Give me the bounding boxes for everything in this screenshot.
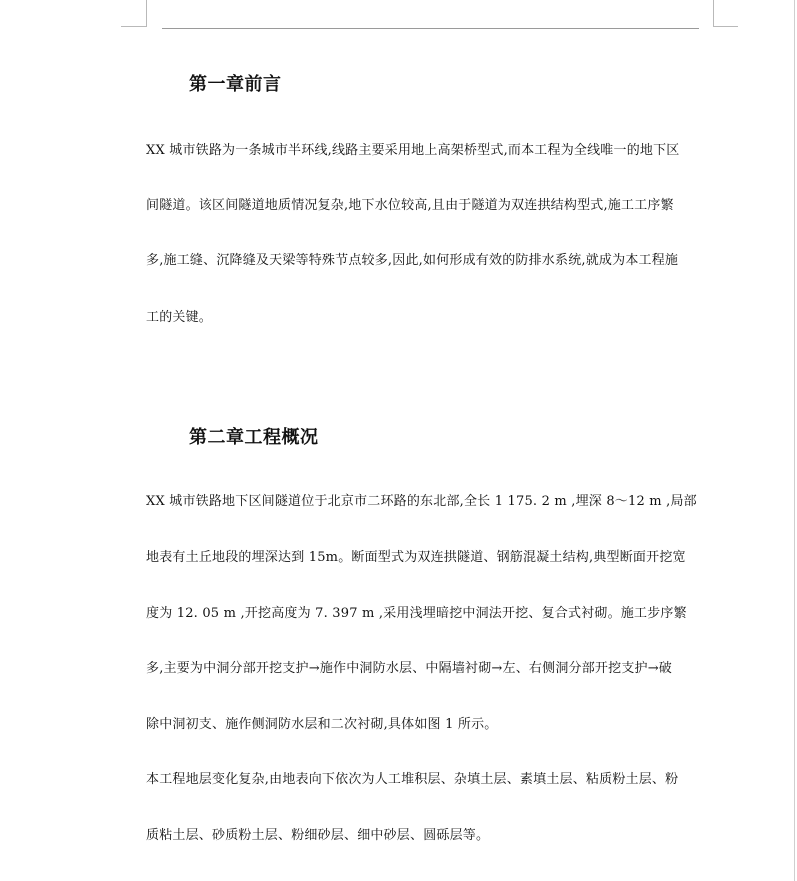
header-rule [162, 28, 699, 29]
chapter-1-line-4: 工的关键。 [146, 310, 213, 325]
chapter-2-line-5: 除中洞初支、施作侧洞防水层和二次衬砌,具体如图 1 所示。 [146, 717, 498, 732]
chapter-2-line-4: 多,主要为中洞分部开挖支护→施作中洞防水层、中隔墙衬砌→左、右侧洞分部开挖支护→破 [146, 661, 673, 676]
chapter-1-line-3: 多,施工缝、沉降缝及天梁等特殊节点较多,因此,如何形成有效的防排水系统,就成为本工程施 [146, 253, 679, 268]
chapter-2-heading: 第二章工程概况 [189, 427, 319, 448]
chapter-2-line-1: XX 城市铁路地下区间隧道位于北京市二环路的东北部,全长 1 175. 2 m ,埋深 8～12 m ,局部 [146, 494, 697, 509]
chapter-2-line-3: 度为 12. 05 m ,开挖高度为 7. 397 m ,采用浅埋暗挖中洞法开挖、复合式衬砌。施工步序繁 [146, 606, 687, 621]
chapter-1-line-1: XX 城市铁路为一条城市半环线,线路主要采用地上高架桥型式,而本工程为全线唯一的地下区 [146, 143, 680, 158]
page-edge [794, 0, 795, 881]
chapter-2-line-2: 地表有土丘地段的埋深达到 15m。断面型式为双连拱隧道、钢筋混凝土结构,典型断面开挖宽 [146, 550, 686, 565]
top-right-margin-mark [713, 0, 738, 27]
top-left-margin-mark [121, 0, 147, 27]
chapter-2-line-7: 质粘土层、砂质粉土层、粉细砂层、细中砂层、圆砾层等。 [146, 828, 490, 843]
chapter-1-line-2: 间隧道。该区间隧道地质情况复杂,地下水位较高,且由于隧道为双连拱结构型式,施工工序繁 [146, 198, 674, 213]
chapter-1-heading: 第一章前言 [189, 74, 282, 95]
chapter-2-line-6: 本工程地层变化复杂,由地表向下依次为人工堆积层、杂填土层、素填土层、粘质粉土层、粉 [146, 772, 679, 787]
